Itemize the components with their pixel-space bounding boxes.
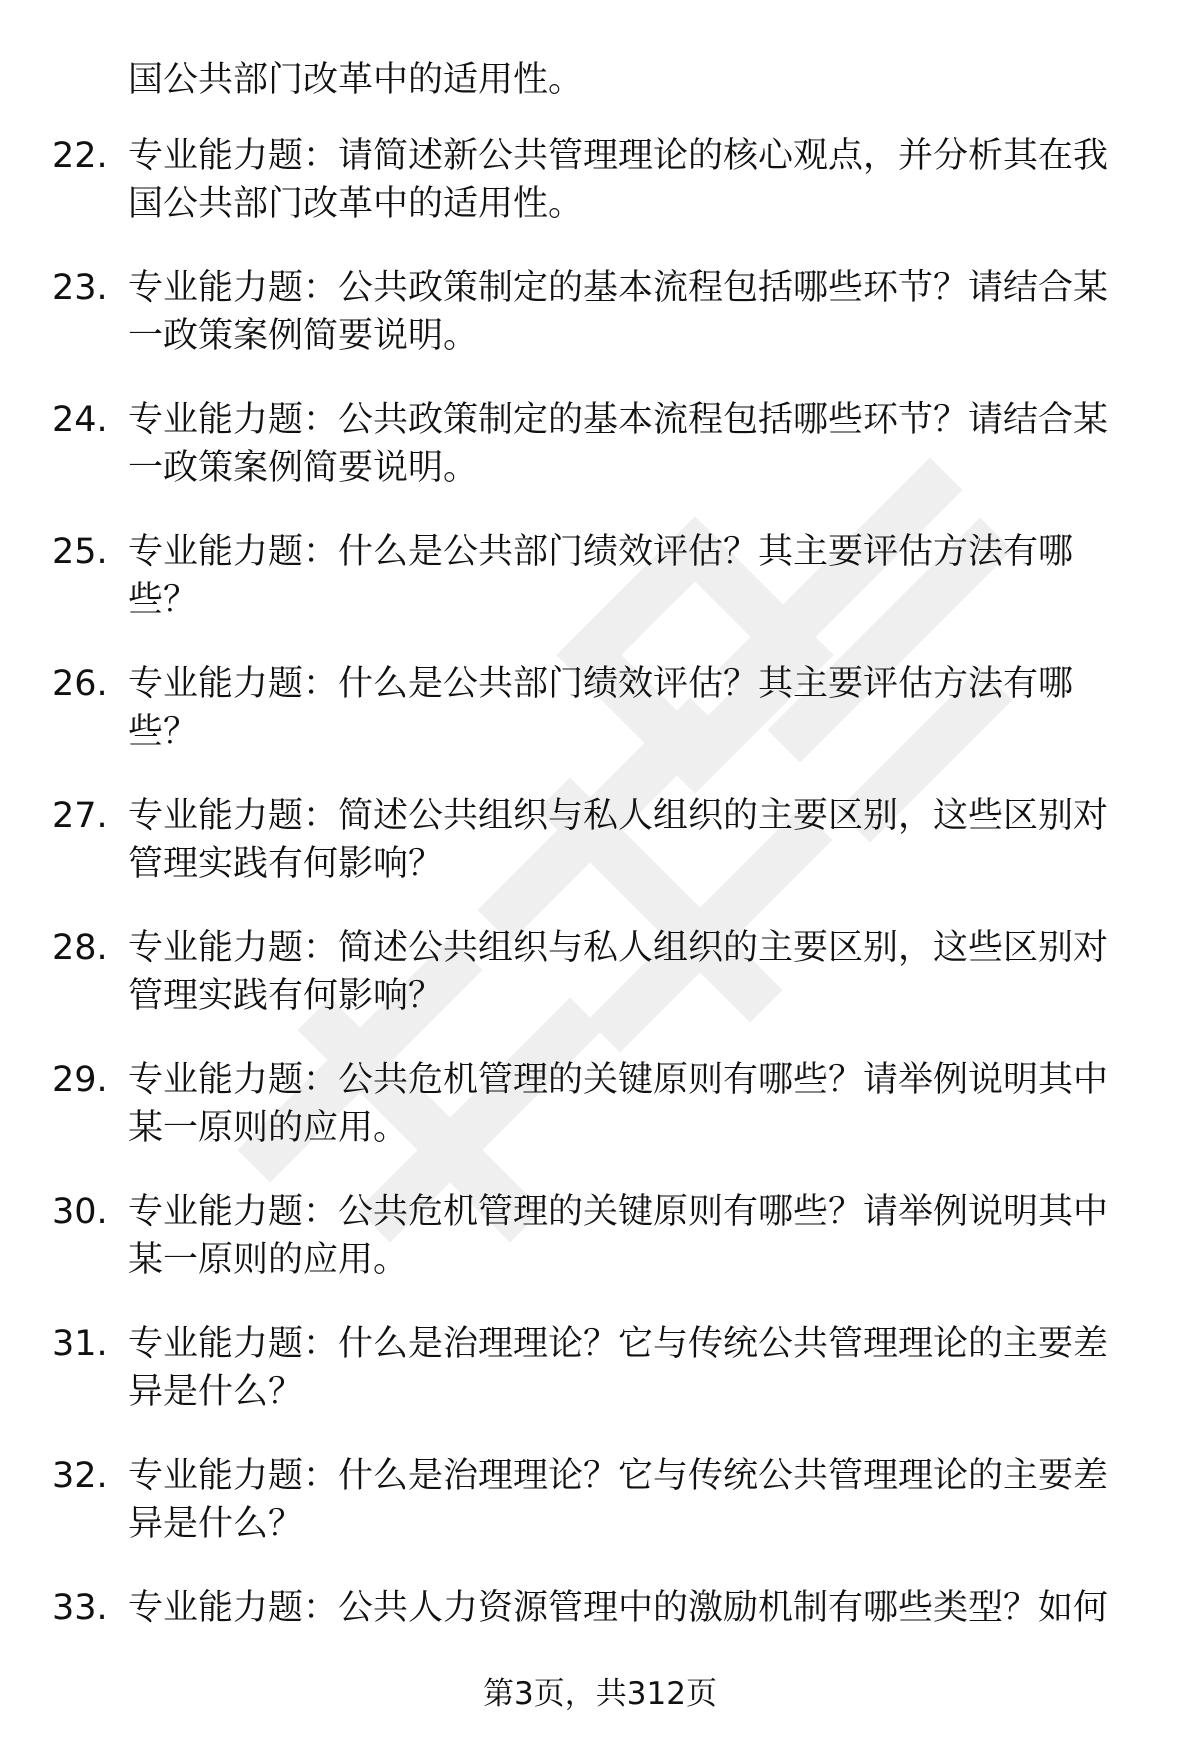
question-line: 管理实践有何影响？: [128, 844, 444, 884]
question-item: [52, 132, 1162, 264]
question-line: 国公共部门改革中的适用性。: [128, 184, 584, 224]
question-number: 25.: [52, 532, 108, 572]
question-item: [52, 1320, 1162, 1452]
question-line: 专业能力题：简述公共组织与私人组织的主要区别，这些区别对: [128, 796, 1109, 836]
question-line: 专业能力题：什么是治理理论？它与传统公共管理理论的主要差: [128, 1456, 1109, 1496]
question-line: 某一原则的应用。: [128, 1240, 409, 1280]
question-line: 专业能力题：公共人力资源管理中的激励机制有哪些类型？如何: [128, 1588, 1109, 1628]
question-line: 专业能力题：什么是公共部门绩效评估？其主要评估方法有哪: [128, 532, 1074, 572]
question-text: [128, 1188, 1138, 1284]
question-item: [52, 528, 1162, 660]
question-number: 26.: [52, 664, 108, 704]
question-number: 22.: [52, 136, 108, 176]
question-line: 异是什么？: [128, 1504, 304, 1544]
page-footer: 第3页，共312页: [483, 1676, 717, 1712]
question-number: 23.: [52, 268, 108, 308]
question-line: 某一原则的应用。: [128, 1108, 409, 1148]
question-item: [52, 660, 1162, 792]
question-line: 专业能力题：公共危机管理的关键原则有哪些？请举例说明其中: [128, 1192, 1109, 1232]
question-line: 专业能力题：请简述新公共管理理论的核心观点，并分析其在我: [128, 136, 1109, 176]
question-line: 异是什么？: [128, 1372, 304, 1412]
question-text: [128, 1056, 1138, 1152]
question-item: [52, 1188, 1162, 1320]
question-item: [52, 396, 1162, 528]
question-number: 27.: [52, 796, 108, 836]
continuation-text: 国公共部门改革中的适用性。: [128, 60, 584, 100]
question-list: [52, 132, 1162, 1716]
question-text: [128, 1320, 1138, 1416]
question-number: 24.: [52, 400, 108, 440]
question-line: 专业能力题：公共政策制定的基本流程包括哪些环节？请结合某: [128, 268, 1109, 308]
question-item: [52, 264, 1162, 396]
question-line: 些？: [128, 712, 199, 752]
question-text: [128, 1584, 1138, 1632]
question-line: 一政策案例简要说明。: [128, 448, 479, 488]
question-number: 32.: [52, 1456, 108, 1496]
question-text: [128, 396, 1138, 492]
question-item: [52, 1452, 1162, 1584]
question-line: 一政策案例简要说明。: [128, 316, 479, 356]
question-line: 专业能力题：公共政策制定的基本流程包括哪些环节？请结合某: [128, 400, 1109, 440]
question-text: [128, 528, 1138, 624]
question-number: 31.: [52, 1324, 108, 1364]
question-item: [52, 792, 1162, 924]
question-number: 33.: [52, 1588, 108, 1628]
question-line: 专业能力题：简述公共组织与私人组织的主要区别，这些区别对: [128, 928, 1109, 968]
question-item: [52, 1056, 1162, 1188]
question-text: [128, 264, 1138, 360]
question-text: [128, 1452, 1138, 1548]
question-text: [128, 660, 1138, 756]
question-line: 专业能力题：什么是治理理论？它与传统公共管理理论的主要差: [128, 1324, 1109, 1364]
question-number: 29.: [52, 1060, 108, 1100]
question-line: 些？: [128, 580, 199, 620]
question-text: [128, 924, 1138, 1020]
question-line: 管理实践有何影响？: [128, 976, 444, 1016]
question-line: 专业能力题：什么是公共部门绩效评估？其主要评估方法有哪: [128, 664, 1074, 704]
question-text: [128, 792, 1138, 888]
question-line: 专业能力题：公共危机管理的关键原则有哪些？请举例说明其中: [128, 1060, 1109, 1100]
question-number: 30.: [52, 1192, 108, 1232]
question-number: 28.: [52, 928, 108, 968]
question-text: [128, 132, 1138, 228]
question-item: [52, 924, 1162, 1056]
